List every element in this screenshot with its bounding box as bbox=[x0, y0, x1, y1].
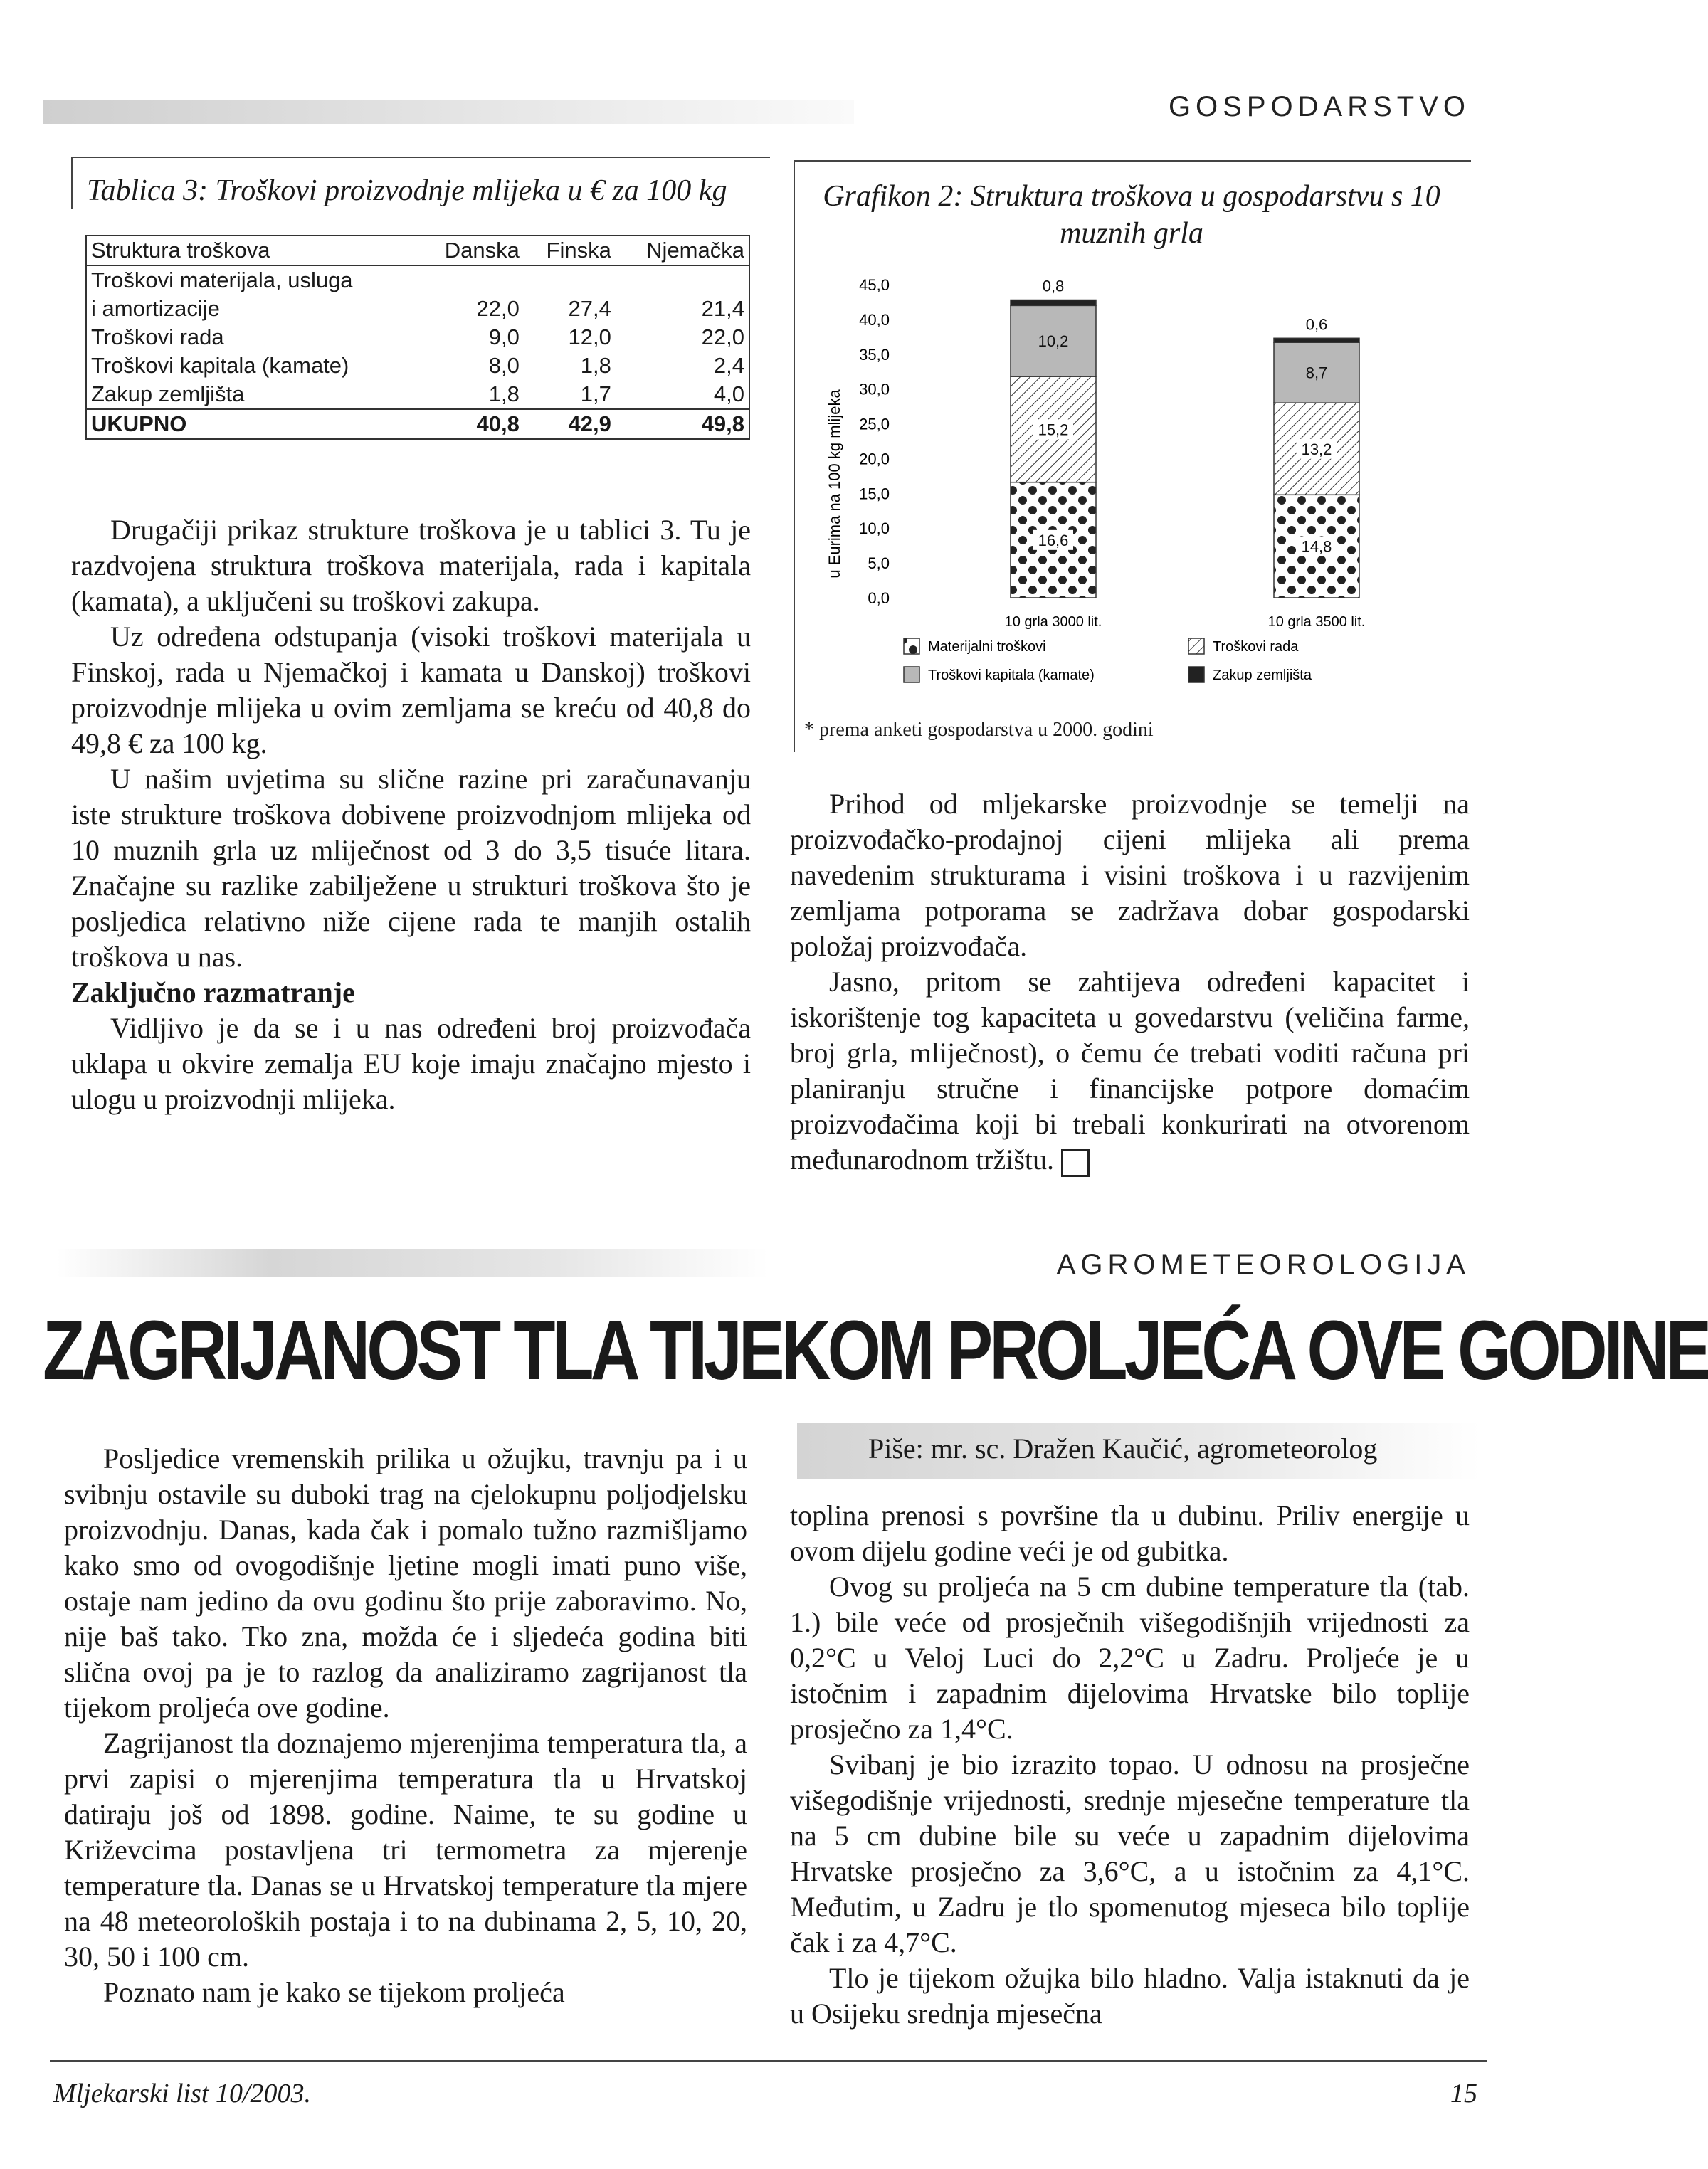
article-section: AGROMETEOROLOGIJA bbox=[1056, 1249, 1470, 1280]
paragraph: U našim uvjetima su slične razine pri zaračunavanju iste strukture troškova dobivene proizvodnjom mlijeka od 10 muznih grla uz mliječnost od 3 do 3,5 tisuće litara. Značajne su razlike zabilježene u strukturi troškova što je posljedica relativno niže cijene rada te manjih ostalih troškova u nas. bbox=[71, 763, 751, 973]
cell-value: 12,0 bbox=[568, 324, 611, 349]
paragraph: Poznato nam je kako se tijekom proljeća bbox=[103, 1976, 565, 2008]
cell-value: 4,0 bbox=[713, 381, 744, 406]
y-tick-label: 25,0 bbox=[859, 415, 890, 433]
section-title: GOSPODARSTVO bbox=[1168, 91, 1470, 122]
legend-label: Troškovi rada bbox=[1213, 639, 1299, 655]
table-row bbox=[87, 352, 749, 380]
total-row bbox=[87, 409, 749, 438]
y-tick-label: 10,0 bbox=[859, 519, 890, 538]
row-label: Troškovi kapitala (kamate) bbox=[91, 353, 349, 378]
bar-segment bbox=[1011, 300, 1096, 306]
y-tick-label: 15,0 bbox=[859, 485, 890, 503]
article-headline: ZAGRIJANOST TLA TIJEKOM PROLJEĆA OVE GODINE bbox=[43, 1304, 1708, 1398]
cell-value: 2,4 bbox=[713, 353, 744, 378]
col-header: Danska bbox=[444, 238, 520, 263]
cell-value: 8,0 bbox=[488, 353, 520, 378]
paragraph: Vidljivo je da se i u nas određeni broj proizvođača uklapa u okvire zemalja EU koje imaju značajno mjesto i ulogu u proizvodnji mlijeka. bbox=[71, 1012, 751, 1115]
table-row bbox=[87, 295, 749, 323]
paragraph: Posljedice vremenskih prilika u ožujku, travnju pa i u svibnju ostavile su duboki trag na cjelokupnu poljodjelsku proizvodnju. Danas, kada čak i pomalo tužno razmišljamo kako smo od ovogodišnje ljetine mogli imati puno više, ostaje nam jedino da ovu godinu što prije zaboravimo. No, nije baš tako. Tko zna, možda će i sljedeća godina biti slična ovoj pa je to razlog da analiziramo zagrijanost tla tijekom proljeća ove godine. bbox=[64, 1442, 747, 1724]
data-label: 0,6 bbox=[1305, 315, 1328, 334]
cell-value: 1,7 bbox=[580, 381, 611, 406]
x-tick-label: 10 grla 3000 lit. bbox=[1004, 614, 1102, 630]
total-value: 49,8 bbox=[701, 411, 744, 436]
y-tick-label: 30,0 bbox=[859, 380, 890, 399]
paragraph: Ovog su proljeća na 5 cm dubine temperature tla (tab. 1.) bile veće od prosječnih višegodišnjih vrijednosti za 0,2°C u Veloj Luci do 2,2°C u Zadru. Proljeće je u istočnim i zapadnim dijelovima Hrvatske bilo toplije prosječno za 1,4°C. bbox=[790, 1571, 1470, 1745]
y-axis-label: u Eurima na 100 kg mlijeka bbox=[826, 389, 843, 579]
cell-value: 22,0 bbox=[476, 296, 520, 321]
paragraph: Prihod od mljekarske proizvodnje se temelji na proizvođačko-prodajnoj cijeni mlijeka ali prema navedenim strukturama i visini troškova i u razvijenim zemljama potporama se zadržava dobar gospodarski položaj proizvođača. bbox=[790, 788, 1470, 962]
data-label: 14,8 bbox=[1301, 537, 1332, 556]
total-value: 42,9 bbox=[568, 411, 611, 436]
table-row bbox=[87, 265, 749, 295]
data-label: 16,6 bbox=[1038, 531, 1069, 549]
stacked-bar-chart bbox=[818, 256, 1452, 704]
total-value: 40,8 bbox=[476, 411, 520, 436]
legend-swatch bbox=[1188, 638, 1204, 654]
table3 bbox=[85, 235, 750, 440]
chart-caption: Grafikon 2: Struktura troškova u gospodarstvu s 10 muznih grla bbox=[823, 180, 1440, 250]
footer-journal: Mljekarski list 10/2003. bbox=[53, 2079, 312, 2109]
x-tick-label: 10 grla 3500 lit. bbox=[1267, 614, 1366, 630]
cell-value: 27,4 bbox=[568, 296, 611, 321]
article-left-column bbox=[64, 1441, 747, 2010]
legend-swatch bbox=[1188, 667, 1204, 682]
legend-label: Materijalni troškovi bbox=[928, 639, 1046, 655]
legend-swatch bbox=[904, 638, 919, 654]
legend-label: Zakup zemljišta bbox=[1213, 667, 1312, 683]
cell-value: 21,4 bbox=[701, 296, 744, 321]
paragraph: Drugačiji prikaz strukture troškova je u tablici 3. Tu je razdvojena struktura troškova materijala, rada i kapitala (kamata), a uključeni su troškovi zakupa. bbox=[71, 514, 751, 617]
data-label: 0,8 bbox=[1042, 277, 1065, 295]
divider-band bbox=[57, 1249, 769, 1277]
table3-frame bbox=[71, 157, 770, 209]
y-tick-label: 20,0 bbox=[859, 450, 890, 468]
y-tick-label: 0,0 bbox=[868, 589, 890, 607]
table-header-row bbox=[87, 236, 749, 265]
col-header: Finska bbox=[546, 238, 611, 263]
y-tick-label: 5,0 bbox=[868, 554, 890, 573]
data-label: 10,2 bbox=[1038, 332, 1069, 351]
table-row bbox=[87, 323, 749, 352]
footer-rule bbox=[50, 2060, 1487, 2062]
row-label: Zakup zemljišta bbox=[91, 381, 245, 406]
left-column bbox=[71, 512, 751, 1117]
cell-value: 22,0 bbox=[701, 324, 744, 349]
row-label: Troškovi materijala, usluga bbox=[91, 268, 353, 292]
cell-value: 9,0 bbox=[488, 324, 520, 349]
cell-value: 1,8 bbox=[580, 353, 611, 378]
header-bar bbox=[43, 100, 854, 124]
cell-value: 1,8 bbox=[488, 381, 520, 406]
data-label: 8,7 bbox=[1305, 364, 1328, 382]
page-number: 15 bbox=[1450, 2079, 1477, 2109]
subheading: Zaključno razmatranje bbox=[71, 976, 355, 1008]
col-header: Njemačka bbox=[646, 238, 744, 263]
paragraph bbox=[790, 964, 1470, 1178]
col-header: Struktura troškova bbox=[91, 238, 270, 263]
byline: Piše: mr. sc. Dražen Kaučić, agrometeorolog bbox=[868, 1432, 1378, 1465]
paragraph: Svibanj je bio izrazito topao. U odnosu na prosječne višegodišnje vrijednosti, srednje mjesečne temperature tla na 5 cm dubine bile su veće u zapadnim dijelovima Hrvatske prosječno za 3,6°C, a u istočnim za 4,1°C. Međutim, u Zadru je tlo spomenutog mjeseca bilo toplije čak i za 4,7°C. bbox=[790, 1748, 1470, 1958]
row-label: Troškovi rada bbox=[91, 324, 224, 349]
article-right-column bbox=[790, 1498, 1470, 2032]
paragraph: Uz određena odstupanja (visoki troškovi materijala u Finskoj, rada u Njemačkoj i kamata u Danskoj) troškovi proizvodnje mlijeka u ovim zemljama se kreću od 40,8 do 49,8 € za 100 kg. bbox=[71, 621, 751, 759]
right-column bbox=[790, 786, 1470, 1178]
data-label: 13,2 bbox=[1301, 440, 1332, 458]
total-label: UKUPNO bbox=[91, 411, 187, 436]
end-mark-icon bbox=[1061, 1149, 1090, 1177]
paragraph: Zagrijanost tla doznajemo mjerenjima temperatura tla, a prvi zapisi o mjerenjima temperatura tla u Hrvatskoj datiraju još od 1898. godine. Naime, te su godine u Križevcima postavljena tri termometra za mjerenje temperature tla. Danas se u Hrvatskoj temperature tla mjere na 48 meteoroloških postaja i to na dubinama 2, 5, 10, 20, 30, 50 i 100 cm. bbox=[64, 1727, 747, 1973]
legend-label: Troškovi kapitala (kamate) bbox=[928, 667, 1095, 683]
paragraph: toplina prenosi s površine tla u dubinu. Priliv energije u ovom dijelu godine veći je od gubitka. bbox=[790, 1499, 1470, 1567]
y-tick-label: 45,0 bbox=[859, 276, 890, 294]
paragraph: Tlo je tijekom ožujka bilo hladno. Valja istaknuti da je u Osijeku srednja mjesečna bbox=[790, 1962, 1470, 2030]
y-tick-label: 40,0 bbox=[859, 310, 890, 329]
row-label: i amortizacije bbox=[91, 296, 220, 321]
paragraph-text: Jasno, pritom se zahtijeva određeni kapacitet i iskorištenje tog kapaciteta u govedarstvu (veličina farme, broj grla, mliječnost), o čemu će trebati voditi računa pri planiranju stručne i financijske potpore domaćim proizvođačima koji bi trebali konkurirati na otvorenom međunarodnom tržištu. bbox=[790, 966, 1470, 1176]
costs-table bbox=[87, 236, 749, 438]
bar-segment bbox=[1274, 338, 1359, 342]
legend-swatch bbox=[904, 667, 919, 682]
chart-footnote: * prema anketi gospodarstva u 2000. godini bbox=[804, 719, 1154, 741]
table3-caption: Tablica 3: Troškovi proizvodnje mlijeka u € za 100 kg bbox=[87, 174, 727, 207]
y-tick-label: 35,0 bbox=[859, 345, 890, 364]
table-row bbox=[87, 380, 749, 409]
data-label: 15,2 bbox=[1038, 421, 1069, 439]
